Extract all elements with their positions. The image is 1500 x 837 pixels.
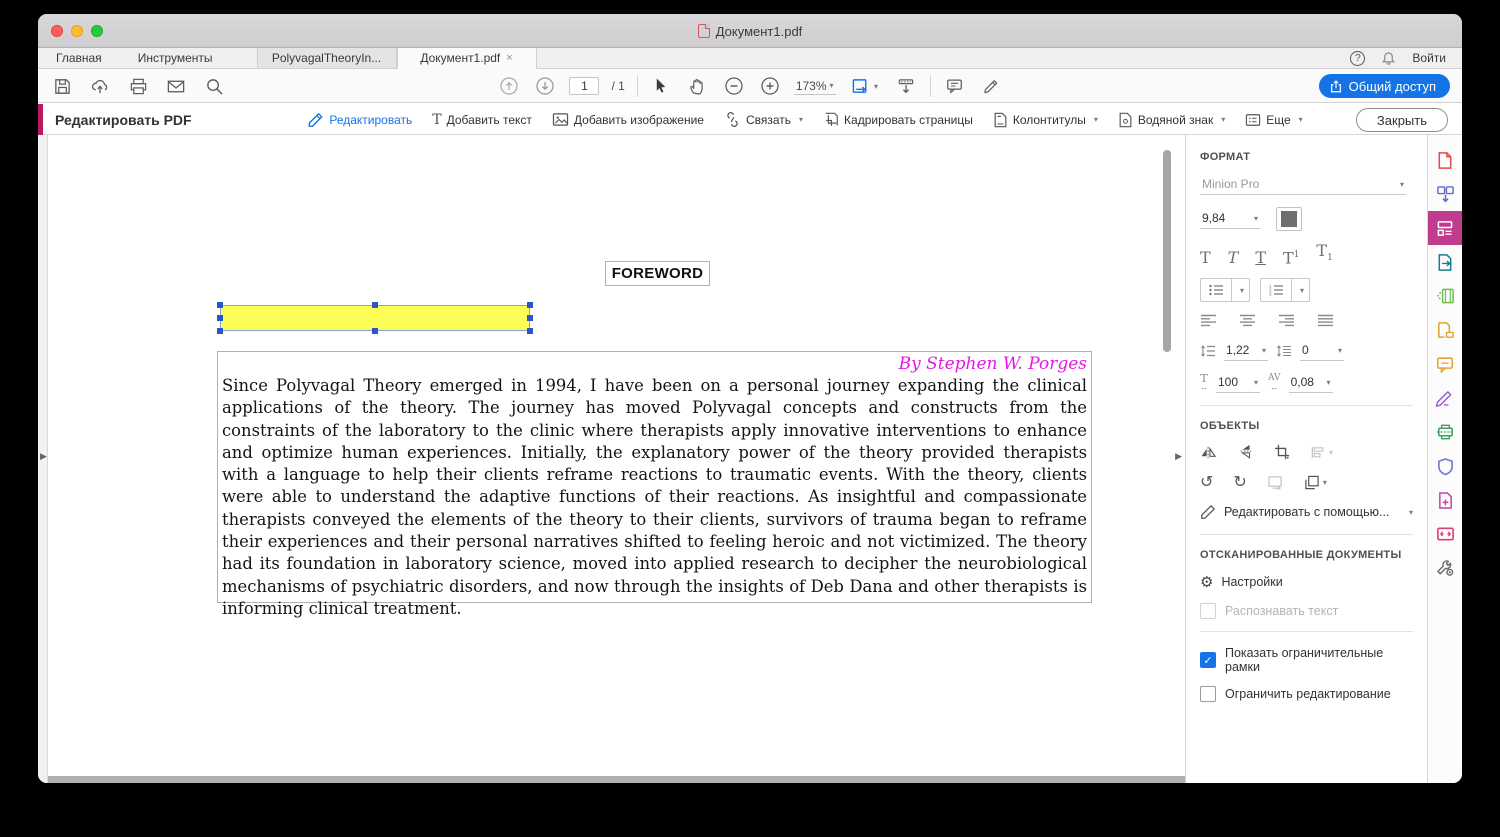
protect-icon[interactable]	[1428, 449, 1462, 483]
doc-tab-label: PolyvagalTheoryIn...	[271, 51, 382, 65]
selected-highlight-rect[interactable]	[220, 305, 530, 331]
highlighter-icon[interactable]	[979, 73, 1003, 99]
zoom-out-icon[interactable]	[722, 73, 746, 99]
comment-icon[interactable]	[943, 73, 967, 99]
rotate-clockwise-button[interactable]: ↻	[1233, 474, 1247, 492]
align-justify-button[interactable]	[1317, 314, 1334, 327]
body-text-block[interactable]	[217, 351, 1092, 618]
format-header: ФОРМАТ	[1200, 151, 1251, 163]
request-signatures-icon[interactable]	[1428, 313, 1462, 347]
resize-handle[interactable]	[217, 328, 223, 334]
zoom-level-dropdown[interactable]	[794, 78, 836, 95]
doc-tab-label: Документ1.pdf	[420, 51, 501, 65]
scan-ocr-icon[interactable]	[1428, 415, 1462, 449]
resize-handle[interactable]	[527, 315, 533, 321]
collapse-right-panel-icon[interactable]: ▶	[1175, 451, 1182, 461]
bold-button[interactable]: T	[1200, 248, 1211, 268]
window-title-wrap	[38, 14, 1462, 48]
bulleted-list-button[interactable]	[1201, 279, 1231, 301]
fit-width-dropdown-icon[interactable]: ▾	[848, 73, 882, 99]
replace-image-button[interactable]	[1267, 475, 1284, 490]
close-edit-mode-button[interactable]: Закрыть	[1356, 108, 1448, 132]
pdf-page[interactable]	[48, 135, 1185, 776]
line-spacing-select[interactable]: 1,22 ▾	[1224, 341, 1268, 361]
format-panel	[1185, 135, 1427, 783]
align-right-button[interactable]	[1278, 314, 1295, 327]
resize-handle[interactable]	[372, 302, 378, 308]
italic-button[interactable]: T	[1227, 248, 1239, 268]
flip-vertical-button[interactable]	[1200, 445, 1218, 460]
add-image-icon	[552, 112, 569, 127]
close-tab-icon[interactable]: ×	[506, 52, 513, 64]
chevron-down-icon: ▾	[799, 115, 804, 124]
font-color-button[interactable]	[1276, 207, 1302, 231]
watermark-icon	[1118, 112, 1133, 128]
horizontal-scale-icon: T ↔	[1200, 372, 1208, 393]
align-center-button[interactable]	[1239, 314, 1256, 327]
font-color-swatch	[1281, 211, 1297, 227]
recognize-text-checkbox	[1200, 603, 1216, 619]
more-tools-icon[interactable]	[1428, 551, 1462, 585]
resize-handle[interactable]	[217, 315, 223, 321]
hand-tool-icon[interactable]	[686, 73, 710, 99]
organize-pages-icon[interactable]	[1428, 279, 1462, 313]
scanned-documents-header: ОТСКАНИРОВАННЫЕ ДОКУМЕНТЫ	[1200, 549, 1402, 562]
zoom-in-icon[interactable]	[758, 73, 782, 99]
document-area	[38, 135, 1185, 783]
edit-tool-button[interactable]: Редактировать	[307, 112, 412, 128]
numbered-list-button[interactable]	[1261, 279, 1291, 301]
align-left-button[interactable]	[1200, 314, 1217, 327]
edit-pdf-tool-icon[interactable]	[1428, 211, 1462, 245]
more-list-icon	[1245, 113, 1261, 127]
chevron-down-icon: ▾	[1399, 180, 1404, 189]
compress-pdf-icon[interactable]	[1428, 517, 1462, 551]
paragraph-spacing-select[interactable]: 0 ▾	[1300, 341, 1344, 361]
align-objects-button[interactable]: ▾	[1310, 445, 1333, 460]
edit-pencil-icon	[307, 112, 324, 128]
chevron-down-icon: ▾	[1221, 115, 1226, 124]
arrange-objects-button[interactable]: ▾	[1304, 475, 1327, 490]
svg-text:1: 1	[1269, 283, 1272, 289]
add-text-button[interactable]: T Добавить текст	[432, 111, 532, 128]
vertical-scrollbar[interactable]	[1163, 150, 1171, 352]
select-tool-icon[interactable]	[650, 73, 674, 99]
show-bounding-boxes-checkbox[interactable]: ✓	[1200, 652, 1216, 668]
objects-header: ОБЪЕКТЫ	[1200, 420, 1260, 433]
heading-text-block[interactable]: FOREWORD	[605, 261, 710, 286]
gear-icon: ⚙	[1200, 574, 1214, 592]
horizontal-scale-select[interactable]: 100 ▾	[1216, 373, 1260, 393]
page-total-label: / 1	[611, 79, 625, 93]
bulleted-list-options-icon[interactable]: ▾	[1231, 279, 1249, 301]
scan-settings-button[interactable]: ⚙ Настройки	[1200, 574, 1283, 592]
numbered-list-options-icon[interactable]: ▾	[1291, 279, 1309, 301]
window-title: Документ1.pdf	[715, 23, 803, 39]
tab-home[interactable]: Главная	[56, 51, 102, 65]
crop-pages-icon	[823, 112, 839, 128]
chevron-down-icon: ▾	[1408, 507, 1413, 517]
character-spacing-select[interactable]: 0,08 ▾	[1289, 373, 1333, 393]
page-scrolling-icon[interactable]	[894, 73, 918, 99]
share-access-button[interactable]	[1319, 74, 1450, 98]
help-icon[interactable]: ?	[1350, 51, 1365, 66]
edit-with-button[interactable]: Редактировать с помощью... ▾	[1200, 504, 1413, 520]
restrict-editing-row[interactable]: Ограничить редактирование	[1200, 686, 1413, 702]
combine-files-icon[interactable]	[1428, 177, 1462, 211]
zoom-level-value: 173%	[795, 78, 827, 93]
header-footer-button[interactable]: Колонтитулы ▾	[993, 112, 1098, 128]
line-spacing-icon	[1200, 344, 1216, 358]
expand-left-panel-icon[interactable]: ▶	[40, 451, 47, 461]
pdf-file-icon	[698, 24, 710, 38]
resize-handle[interactable]	[217, 302, 223, 308]
chevron-down-icon: ▾	[1253, 214, 1258, 223]
share-access-label: Общий доступ	[1348, 78, 1436, 94]
fill-and-sign-icon[interactable]	[1428, 381, 1462, 415]
pencil-icon	[1200, 504, 1216, 520]
doc-tab-polyvagal[interactable]	[257, 48, 397, 68]
resize-handle[interactable]	[527, 328, 533, 334]
body-text: Since Polyvagal Theory emerged in 1994, I have been on a personal journey expanding the clinical applications of the theory. The journey has moved Polyvagal concepts and constructs from the constraints of the laboratory to the clinic where therapists apply innovative interventions to enhance and optimize human experiences. Initially, the explanatory power of the theory provided therapists with a language to help their clients reframe reactions to traumatic events. With the theory, clients were able to understand the adaptive functions of their reactions. As insightful and compassionate therapists conveyed the elements of the theory to their clients, survivors of trauma began to reframe their experiences and their personal narratives shifted to feeling heroic and not victimized. The theory had its foundation in laboratory science, moved into applied research to decipher the neurobiological mechanisms of psychiatric disorders, and now through the insights of Deb Dana and other therapists is informing clinical treatment.	[222, 376, 1087, 618]
edit-pdf-title: Редактировать PDF	[55, 111, 192, 128]
share-box-icon	[1329, 79, 1343, 94]
tab-tools[interactable]: Инструменты	[137, 51, 213, 65]
link-icon	[724, 112, 741, 127]
watermark-button[interactable]: Водяной знак ▾	[1118, 112, 1225, 128]
acrobat-window	[38, 14, 1462, 783]
previous-page-icon[interactable]	[497, 73, 521, 99]
prepare-form-icon[interactable]	[1428, 483, 1462, 517]
comment-tool-icon[interactable]	[1428, 347, 1462, 381]
link-button[interactable]: Связать ▾	[724, 112, 803, 127]
flip-horizontal-button[interactable]	[1238, 444, 1254, 460]
underline-button[interactable]: T	[1255, 248, 1267, 268]
sign-in-link[interactable]: Войти	[1412, 51, 1446, 65]
chevron-down-icon: ▾	[829, 81, 834, 90]
show-bounding-boxes-row[interactable]: ✓ Показать ограничительные рамки	[1200, 646, 1413, 674]
page-number-input[interactable]: 1	[569, 77, 599, 95]
header-footer-icon	[993, 112, 1008, 128]
subscript-button[interactable]: $T_1$	[1316, 241, 1333, 264]
character-spacing-icon: AV ↔	[1268, 373, 1281, 393]
add-text-icon: T	[432, 111, 442, 128]
rotate-counterclockwise-button[interactable]: ↺	[1200, 474, 1214, 492]
doc-tab-document1[interactable]	[397, 48, 537, 69]
next-page-icon[interactable]	[533, 73, 557, 99]
chevron-down-icon: ▾	[1298, 115, 1303, 124]
svg-text:3: 3	[1269, 291, 1272, 297]
byline-text: By Stephen W. Porges	[898, 354, 1087, 374]
tab-bar	[38, 48, 1462, 69]
more-button[interactable]: Еще ▾	[1245, 113, 1302, 127]
export-pdf-icon[interactable]	[1428, 245, 1462, 279]
add-image-button[interactable]: Добавить изображение	[552, 112, 704, 127]
svg-text:2: 2	[1269, 287, 1272, 293]
resize-handle[interactable]	[372, 328, 378, 334]
edit-pdf-toolbar	[38, 104, 1462, 135]
chevron-down-icon: ▾	[1093, 115, 1098, 124]
edit-pdf-accent-bar	[38, 104, 43, 135]
font-family-select[interactable]: Minion Pro ▾	[1200, 175, 1406, 195]
paragraph-spacing-icon	[1276, 344, 1292, 358]
resize-handle[interactable]	[527, 302, 533, 308]
notifications-bell-icon[interactable]	[1381, 51, 1396, 66]
crop-object-button[interactable]	[1274, 444, 1290, 460]
titlebar	[38, 14, 1462, 48]
superscript-button[interactable]: $T^1$	[1283, 248, 1300, 268]
font-size-select[interactable]: 9,84 ▾	[1200, 209, 1260, 229]
restrict-editing-checkbox[interactable]	[1200, 686, 1216, 702]
recognize-text-checkbox-row: Распознавать текст	[1200, 603, 1413, 619]
tools-rail	[1427, 135, 1462, 783]
main-toolbar	[38, 69, 1462, 103]
crop-pages-button[interactable]: Кадрировать страницы	[823, 112, 973, 128]
left-panel-collapsed[interactable]	[38, 135, 48, 783]
create-pdf-icon[interactable]	[1428, 143, 1462, 177]
